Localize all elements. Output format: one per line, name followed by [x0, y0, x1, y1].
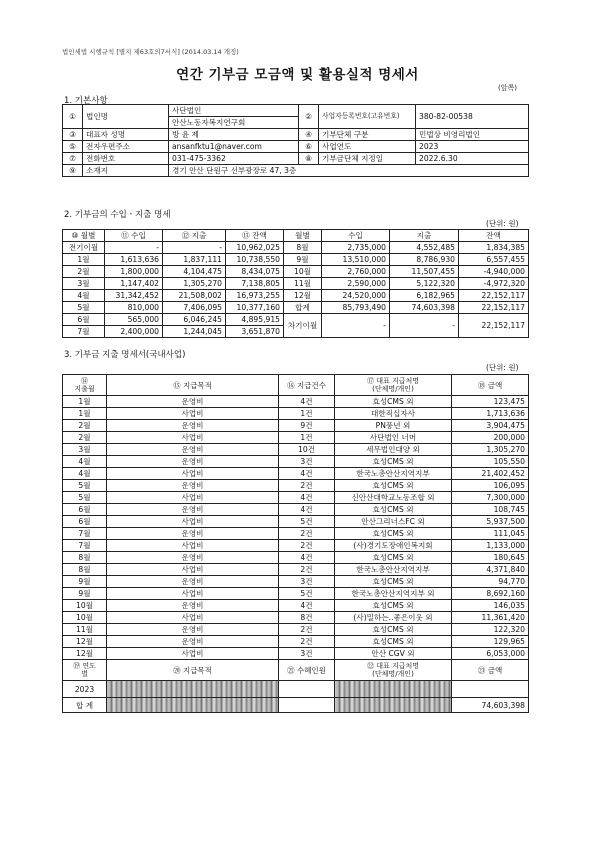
header-text: 별 [81, 670, 88, 678]
redacted-cell [335, 681, 452, 698]
month-cell: 11월 [63, 624, 107, 636]
purpose-cell: 운영비 [107, 504, 279, 516]
purpose-cell: 운영비 [107, 552, 279, 564]
amount-cell: 10,962,025 [226, 242, 284, 254]
header-text: ⑲ 연도 [73, 662, 96, 670]
field-value: 민법상 비영리법인 [416, 129, 529, 141]
field-label: 법인명 [83, 105, 169, 129]
basic-info-row [63, 141, 529, 153]
amount-cell: 22,152,117 [459, 314, 529, 338]
month-cell: 5월 [63, 492, 107, 504]
amount-cell: 1,305,270 [163, 278, 226, 290]
income-expense-row [63, 314, 529, 326]
year-row [63, 681, 529, 698]
amount-cell: 6,046,245 [163, 314, 226, 326]
payee-cell: 효성CMS 외 [335, 600, 452, 612]
column-header: 지출 [390, 230, 459, 242]
column-header: ㉓ 금액 [452, 660, 529, 681]
amount-cell: 108,745 [452, 504, 529, 516]
field-label: 사업연도 [319, 141, 416, 153]
amount-cell: 5,937,500 [452, 516, 529, 528]
expense-row [63, 612, 529, 624]
amount-cell: 1,613,636 [105, 254, 163, 266]
month-cell: 10월 [63, 600, 107, 612]
column-header: 수입 [322, 230, 390, 242]
expense-row [63, 600, 529, 612]
count-cell: 3건 [279, 576, 335, 588]
basic-info-row [63, 153, 529, 165]
expense-row [63, 408, 529, 420]
month-label: 1월 [63, 254, 105, 266]
purpose-cell: 운영비 [107, 444, 279, 456]
amount-cell: 10,738,550 [226, 254, 284, 266]
purpose-cell: 사업비 [107, 468, 279, 480]
month-cell: 10월 [63, 612, 107, 624]
payee-cell: 안산그리너스FC 외 [335, 516, 452, 528]
payee-cell: 신안산대학교노동조합 외 [335, 492, 452, 504]
month-cell: 6월 [63, 504, 107, 516]
section3-unit: (단위: 원) [486, 363, 519, 372]
field-number: ⑧ [299, 153, 319, 165]
count-cell: 5건 [279, 588, 335, 600]
count-cell: 4건 [279, 468, 335, 480]
header-text: ㉒ 대표 지급처명 [366, 662, 420, 670]
month-cell: 7월 [63, 540, 107, 552]
amount-cell: 3,651,870 [226, 326, 284, 338]
purpose-cell: 운영비 [107, 456, 279, 468]
amount-cell: 4,371,840 [452, 564, 529, 576]
header-text: (단체명/개인) [372, 385, 414, 393]
amount-cell: 111,045 [452, 528, 529, 540]
total-row [63, 698, 529, 713]
count-cell: 10건 [279, 444, 335, 456]
section2-label: 2. 기부금의 수입ㆍ지출 명세 [64, 210, 171, 220]
empty-cell [279, 681, 335, 698]
count-cell: 2건 [279, 528, 335, 540]
amount-cell: 180,645 [452, 552, 529, 564]
payee-cell: (사)밀하는..좋은이웃 외 [335, 612, 452, 624]
field-label: 사업자등록번호(고유번호) [319, 105, 416, 129]
amount-cell: 1,713,636 [452, 408, 529, 420]
month-label: 6월 [63, 314, 105, 326]
count-cell: 2건 [279, 540, 335, 552]
expense-row [63, 432, 529, 444]
field-number: ① [63, 105, 83, 129]
section1-label: 1. 기본사항 [64, 96, 108, 106]
month-cell: 8월 [63, 564, 107, 576]
header-text: 지출월 [74, 385, 95, 393]
field-value: 031-475-3362 [169, 153, 299, 165]
amount-cell: 24,520,000 [322, 290, 390, 302]
amount-cell: 1,305,270 [452, 444, 529, 456]
payee-cell: 한국노총안산지역지부 외 [335, 588, 452, 600]
count-cell: 3건 [279, 456, 335, 468]
amount-cell: 3,904,475 [452, 420, 529, 432]
count-cell: 4건 [279, 396, 335, 408]
amount-cell: 106,095 [452, 480, 529, 492]
amount-cell: 810,000 [105, 302, 163, 314]
expense-row [63, 492, 529, 504]
count-cell: 4건 [279, 504, 335, 516]
field-number: ③ [63, 129, 83, 141]
payee-cell: 효성CMS 외 [335, 528, 452, 540]
page-side-note: (앞쪽) [498, 84, 517, 92]
month-label: 전기이월 [63, 242, 105, 254]
year-cell: 2023 [63, 681, 107, 698]
amount-cell: 1,837,111 [163, 254, 226, 266]
month-cell: 4월 [63, 468, 107, 480]
amount-cell: - [390, 314, 459, 338]
amount-cell: 21,508,002 [163, 290, 226, 302]
amount-cell: - [163, 242, 226, 254]
month-cell: 8월 [63, 552, 107, 564]
month-label: 9월 [284, 254, 322, 266]
payee-cell: 대한직십자사 [335, 408, 452, 420]
amount-cell: 1,133,000 [452, 540, 529, 552]
amount-cell: 10,377,160 [226, 302, 284, 314]
purpose-cell: 사업비 [107, 492, 279, 504]
amount-cell: 2,590,000 [322, 278, 390, 290]
header-number: ⑭ [81, 377, 88, 385]
purpose-cell: 사업비 [107, 612, 279, 624]
amount-cell: 31,342,452 [105, 290, 163, 302]
total-label: 합 계 [63, 698, 107, 713]
income-expense-table [62, 229, 529, 338]
count-cell: 4건 [279, 552, 335, 564]
amount-cell: 4,104,475 [163, 266, 226, 278]
month-label: 2월 [63, 266, 105, 278]
column-header [335, 375, 452, 396]
field-label: 소재지 [83, 165, 169, 177]
amount-cell: 7,138,805 [226, 278, 284, 290]
purpose-cell: 사업비 [107, 540, 279, 552]
month-label: 10월 [284, 266, 322, 278]
amount-cell: 94,770 [452, 576, 529, 588]
income-expense-header [63, 230, 529, 242]
field-label: 전자우편주소 [83, 141, 169, 153]
payee-cell: 효성CMS 외 [335, 636, 452, 648]
expense-row [63, 564, 529, 576]
expense-row [63, 648, 529, 660]
count-cell: 3건 [279, 648, 335, 660]
amount-cell: -4,972,320 [459, 278, 529, 290]
count-cell: 4건 [279, 600, 335, 612]
column-header: ⑳ 지급목적 [107, 660, 279, 681]
page-title: 연간 기부금 모금액 및 활용실적 명세서 [176, 67, 419, 83]
amount-cell: 6,557,455 [459, 254, 529, 266]
expense-row [63, 576, 529, 588]
count-cell: 9건 [279, 420, 335, 432]
column-header: ⑮ 지급목적 [107, 375, 279, 396]
expense-row [63, 444, 529, 456]
field-value: 방 윤 제 [169, 129, 299, 141]
amount-cell: 13,510,000 [322, 254, 390, 266]
field-number: ④ [299, 129, 319, 141]
expense-row [63, 480, 529, 492]
form-reference-note: 법인세법 시행규칙 [별지 제63호의7서식] (2014.03.14 개정) [62, 48, 239, 56]
column-header: ⑩ 월별 [63, 230, 105, 242]
amount-cell: 85,793,490 [322, 302, 390, 314]
expense-header [63, 375, 529, 396]
redacted-cell [107, 698, 279, 713]
amount-cell: 200,000 [452, 432, 529, 444]
amount-cell: 22,152,117 [459, 302, 529, 314]
amount-cell: 8,434,075 [226, 266, 284, 278]
redacted-cell [335, 698, 452, 713]
amount-cell: 74,603,398 [390, 302, 459, 314]
count-cell: 2건 [279, 636, 335, 648]
count-cell: 2건 [279, 480, 335, 492]
month-cell: 3월 [63, 444, 107, 456]
amount-cell: 5,122,320 [390, 278, 459, 290]
count-cell: 5건 [279, 516, 335, 528]
payee-cell: 사단법인 너머 [335, 432, 452, 444]
purpose-cell: 운영비 [107, 636, 279, 648]
amount-cell: 105,550 [452, 456, 529, 468]
basic-info-row [63, 105, 529, 117]
payee-cell: 효성CMS 외 [335, 504, 452, 516]
purpose-cell: 운영비 [107, 528, 279, 540]
amount-cell: 123,475 [452, 396, 529, 408]
amount-cell: - [322, 314, 390, 338]
field-number: ⑤ [63, 141, 83, 153]
amount-cell: 2,735,000 [322, 242, 390, 254]
expense-row [63, 624, 529, 636]
amount-cell: 1,800,000 [105, 266, 163, 278]
expense-row [63, 468, 529, 480]
payee-cell: 안산 CGV 외 [335, 648, 452, 660]
field-label: 기부단체 구분 [319, 129, 416, 141]
payee-cell: PN풍년 외 [335, 420, 452, 432]
column-header: ⑯ 지급건수 [279, 375, 335, 396]
payee-cell: 한국노총안산지역지부 [335, 468, 452, 480]
month-cell: 5월 [63, 480, 107, 492]
expense-row [63, 636, 529, 648]
month-label: 8월 [284, 242, 322, 254]
count-cell: 8건 [279, 612, 335, 624]
basic-info-row [63, 165, 529, 177]
month-cell: 2월 [63, 420, 107, 432]
amount-cell: - [105, 242, 163, 254]
amount-cell: 122,320 [452, 624, 529, 636]
purpose-cell: 운영비 [107, 624, 279, 636]
month-label: 합계 [284, 302, 322, 314]
payee-cell: 효성CMS 외 [335, 552, 452, 564]
amount-cell: 2,400,000 [105, 326, 163, 338]
field-number: ⑨ [63, 165, 83, 177]
amount-cell: 11,507,455 [390, 266, 459, 278]
section2-unit: (단위: 원) [486, 219, 519, 228]
column-header [63, 375, 107, 396]
amount-cell: 1,834,385 [459, 242, 529, 254]
donation-expense-table [62, 374, 529, 713]
address-value: 경기 안산 단원구 선부광장로 47, 3층 [169, 165, 529, 177]
amount-cell: 129,965 [452, 636, 529, 648]
month-label: 7월 [63, 326, 105, 338]
month-cell: 9월 [63, 588, 107, 600]
amount-cell: 8,692,160 [452, 588, 529, 600]
amount-cell: 21,402,452 [452, 468, 529, 480]
amount-cell: 7,406,095 [163, 302, 226, 314]
payee-cell: 세무법인대양 외 [335, 444, 452, 456]
column-header: ㉑ 수혜인원 [279, 660, 335, 681]
payee-cell: (사)경기도장애인복지회 [335, 540, 452, 552]
field-label: 기부금단체 지정일 [319, 153, 416, 165]
payee-cell: 한국노총안산지역지부 [335, 564, 452, 576]
basic-info-row [63, 129, 529, 141]
count-cell: 4건 [279, 492, 335, 504]
count-cell: 1건 [279, 408, 335, 420]
month-label: 12월 [284, 290, 322, 302]
basic-info-table [62, 104, 529, 177]
amount-cell: 11,361,420 [452, 612, 529, 624]
income-expense-row [63, 278, 529, 290]
purpose-cell: 운영비 [107, 396, 279, 408]
column-header [335, 660, 452, 681]
field-value: 안산노동자복지연구회 [169, 117, 299, 129]
amount-cell: 1,244,045 [163, 326, 226, 338]
income-expense-row [63, 290, 529, 302]
month-cell: 7월 [63, 528, 107, 540]
income-expense-row [63, 302, 529, 314]
purpose-cell: 사업비 [107, 432, 279, 444]
expense-row [63, 540, 529, 552]
payee-cell: 효성CMS 외 [335, 396, 452, 408]
payee-cell: 효성CMS 외 [335, 456, 452, 468]
month-cell: 2월 [63, 432, 107, 444]
column-header: ⑪ 수입 [105, 230, 163, 242]
field-label: 대표자 성명 [83, 129, 169, 141]
month-cell: 12월 [63, 636, 107, 648]
month-label: 5월 [63, 302, 105, 314]
amount-cell: 6,053,000 [452, 648, 529, 660]
column-header: ⑬ 잔액 [226, 230, 284, 242]
expense-row [63, 456, 529, 468]
income-expense-row [63, 254, 529, 266]
amount-cell: 1,147,402 [105, 278, 163, 290]
purpose-cell: 운영비 [107, 480, 279, 492]
amount-cell: 22,152,117 [459, 290, 529, 302]
purpose-cell: 운영비 [107, 600, 279, 612]
count-cell: 1건 [279, 432, 335, 444]
column-header: 월별 [284, 230, 322, 242]
month-cell: 9월 [63, 576, 107, 588]
month-label: 3월 [63, 278, 105, 290]
redacted-cell [107, 681, 279, 698]
month-cell: 12월 [63, 648, 107, 660]
total-amount: 74,603,398 [452, 698, 529, 713]
field-number: ② [299, 105, 319, 129]
field-value: ansanfktu1@naver.com [169, 141, 299, 153]
purpose-cell: 사업비 [107, 648, 279, 660]
amount-cell: 16,973,255 [226, 290, 284, 302]
expense-row [63, 420, 529, 432]
amount-cell: 6,182,965 [390, 290, 459, 302]
column-header: 잔액 [459, 230, 529, 242]
expense-row [63, 504, 529, 516]
expense-row [63, 528, 529, 540]
amount-cell: 4,895,915 [226, 314, 284, 326]
overseas-header [63, 660, 529, 681]
purpose-cell: 사업비 [107, 408, 279, 420]
amount-cell: 4,552,485 [390, 242, 459, 254]
carry-forward-label: 차기이월 [284, 314, 322, 338]
month-label: 4월 [63, 290, 105, 302]
field-value: 380-82-00538 [416, 105, 529, 129]
amount-cell: 146,035 [452, 600, 529, 612]
purpose-cell: 사업비 [107, 588, 279, 600]
empty-cell [452, 681, 529, 698]
month-label: 11월 [284, 278, 322, 290]
amount-cell: 7,300,000 [452, 492, 529, 504]
field-label: 전화번호 [83, 153, 169, 165]
field-number: ⑥ [299, 141, 319, 153]
amount-cell: 8,786,930 [390, 254, 459, 266]
month-cell: 1월 [63, 396, 107, 408]
purpose-cell: 사업비 [107, 516, 279, 528]
field-value: 2022.6.30 [416, 153, 529, 165]
header-text: (단체명/개인) [372, 670, 414, 678]
column-header [63, 660, 107, 681]
field-value: 사단법인 [169, 105, 299, 117]
month-cell: 6월 [63, 516, 107, 528]
payee-cell: 효성CMS 외 [335, 576, 452, 588]
expense-row [63, 552, 529, 564]
column-header: ⑱ 금액 [452, 375, 529, 396]
income-expense-row [63, 242, 529, 254]
month-cell: 1월 [63, 408, 107, 420]
amount-cell: -4,940,000 [459, 266, 529, 278]
section3-label: 3. 기부금 지출 명세서(국내사업) [64, 350, 186, 360]
amount-cell: 565,000 [105, 314, 163, 326]
column-header: ⑫ 지출 [163, 230, 226, 242]
empty-cell [279, 698, 335, 713]
expense-row [63, 588, 529, 600]
header-text: ⑰ 대표 지급처명 [366, 377, 420, 385]
expense-row [63, 396, 529, 408]
count-cell: 2건 [279, 564, 335, 576]
purpose-cell: 운영비 [107, 576, 279, 588]
payee-cell: 효성CMS 외 [335, 624, 452, 636]
field-number: ⑦ [63, 153, 83, 165]
income-expense-row [63, 266, 529, 278]
purpose-cell: 운영비 [107, 420, 279, 432]
field-value: 2023 [416, 141, 529, 153]
amount-cell: 2,760,000 [322, 266, 390, 278]
month-cell: 4월 [63, 456, 107, 468]
purpose-cell: 사업비 [107, 564, 279, 576]
payee-cell: 효성CMS 외 [335, 480, 452, 492]
expense-row [63, 516, 529, 528]
count-cell: 2건 [279, 624, 335, 636]
